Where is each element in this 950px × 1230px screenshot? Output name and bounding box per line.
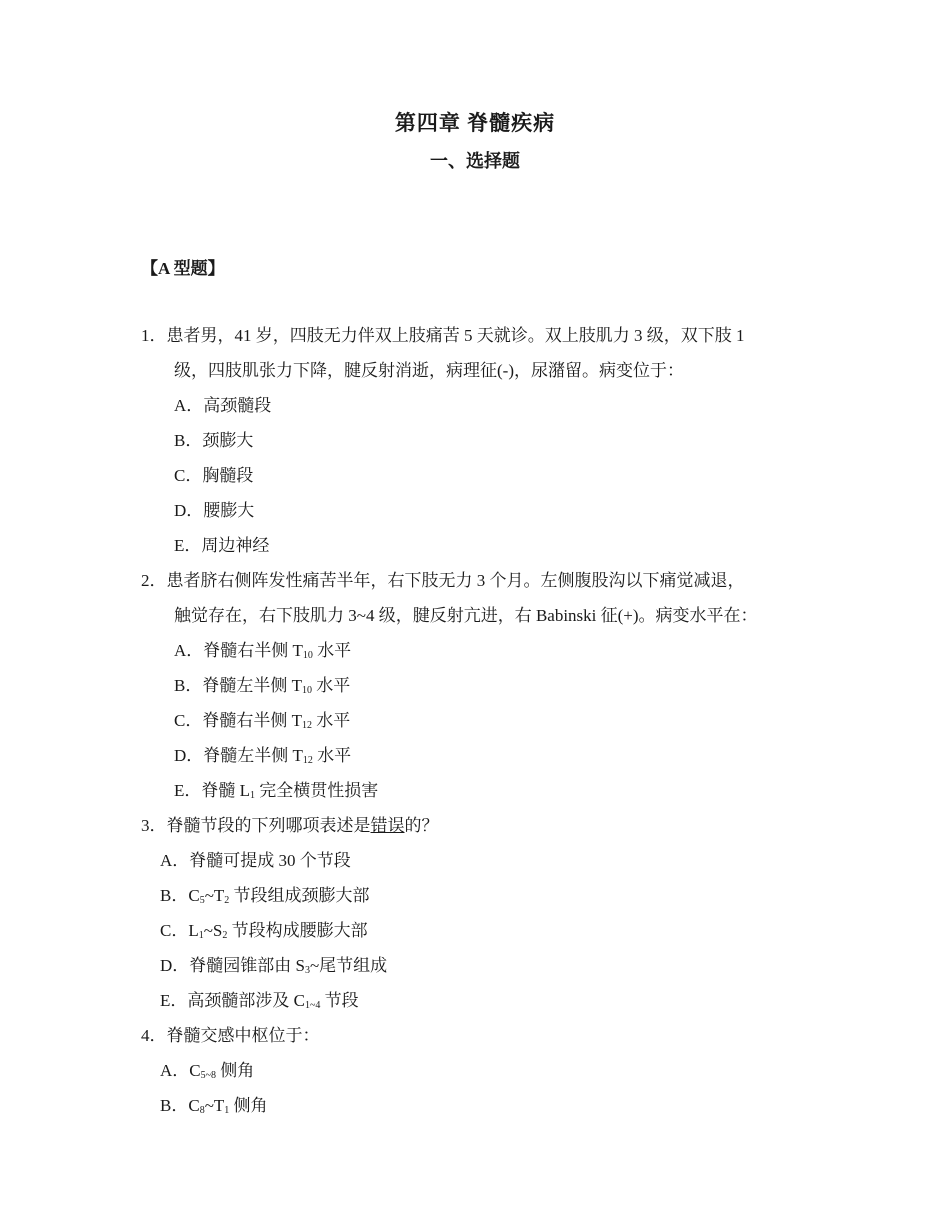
question-4-option-b: B．$C_8\sim T_1$ 侧角 — [160, 1096, 268, 1116]
question-4-stem: 4．脊髓交感中枢位于： — [141, 1026, 320, 1045]
question-3-stem: 3．脊髓节段的下列哪项表述是错误的？ — [141, 816, 439, 835]
question-1-option-e: E．周边神经 — [174, 536, 270, 555]
question-2-option-b: B．脊髓左半侧 $T_{10}$ 水平 — [174, 676, 351, 696]
question-type-heading: 【A 型题】 — [141, 259, 225, 278]
question-2-option-a: A．脊髓右半侧 $T_{10}$ 水平 — [174, 641, 352, 661]
section-title: 一、选择题 — [430, 151, 520, 171]
question-2-stem-line-1: 2．患者脐右侧阵发性痛苦半年，右下肢无力 3 个月。左侧腹股沟以下痛觉减退， — [141, 571, 745, 590]
question-3-option-b: B．$C_5\sim T_2$ 节段组成颈膨大部 — [160, 886, 370, 906]
question-1-stem-line-1: 1．患者男，41 岁，四肢无力伴双上肢痛苦 5 天就诊。双上肢肌力 3 级，双下肢 1 — [141, 326, 745, 345]
question-2-option-d: D．脊髓左半侧 $T_{12}$ 水平 — [174, 746, 352, 766]
question-1-option-b: B．颈膨大 — [174, 431, 254, 450]
question-1-option-c: C．胸髓段 — [174, 466, 254, 485]
question-3-option-a: A．脊髓可提成 30 个节段 — [160, 851, 351, 870]
question-1-option-a: A．高颈髓段 — [174, 396, 272, 415]
question-3-option-c: C．$L_1\sim S_2$ 节段构成腰膨大部 — [160, 921, 368, 941]
question-2-option-c: C．脊髓右半侧 $T_{12}$ 水平 — [174, 711, 351, 731]
question-2-stem-line-2: 触觉存在，右下肢肌力 3~4 级，腱反射亢进，右 Babinski 征(+)。病变水平在： — [174, 606, 758, 625]
emphasis-underline: 错误 — [370, 816, 405, 835]
question-1-option-d: D．腰膨大 — [174, 501, 255, 520]
question-1-stem-line-2: 级，四肢肌张力下降，腱反射消逝，病理征(-)，尿潴留。病变位于： — [174, 361, 684, 380]
chapter-title: 第四章 脊髓疾病 — [394, 111, 556, 135]
question-4-option-a: A．$C_{5\sim 8}$ 侧角 — [160, 1061, 255, 1081]
question-3-option-e: E．高颈髓部涉及 $C_{1\sim 4}$ 节段 — [160, 991, 359, 1011]
question-2-option-e: E．脊髓 $L_1$ 完全横贯性损害 — [174, 781, 379, 801]
question-3-option-d: D．脊髓园锥部由 $S_3\sim$尾节组成 — [160, 956, 388, 976]
